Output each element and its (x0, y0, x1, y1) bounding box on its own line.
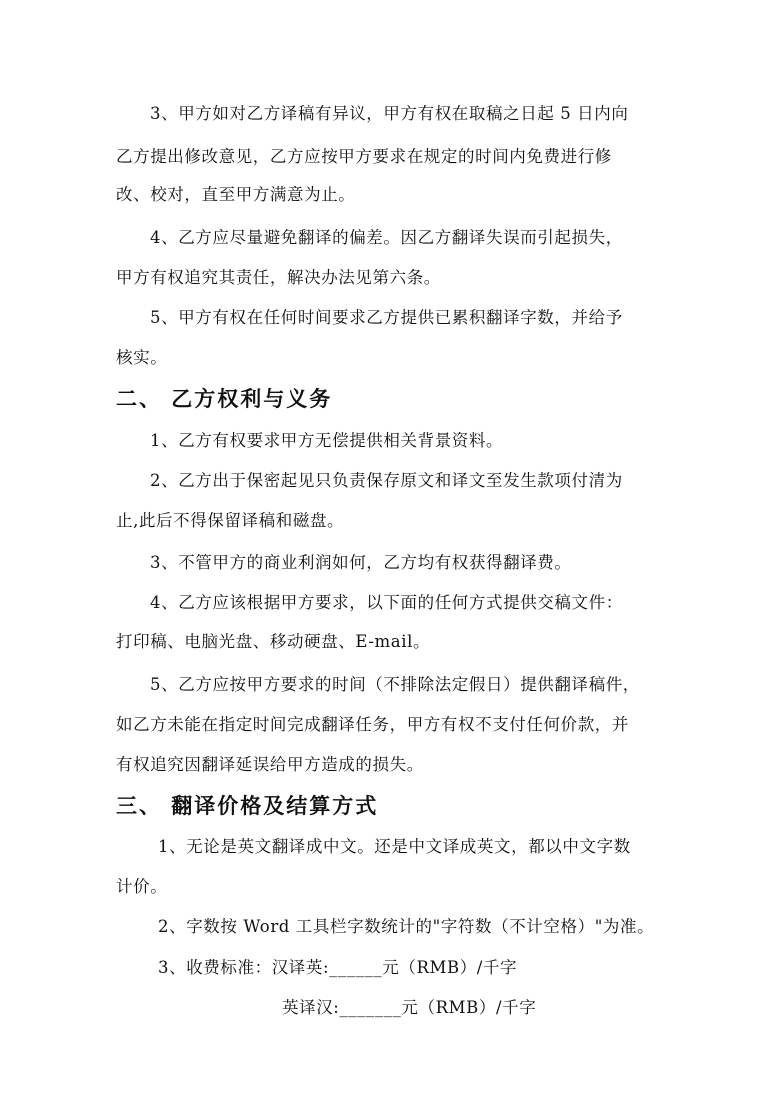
paragraph-2-5-line-3: 有权追究因翻译延误给甲方造成的损失。 (116, 755, 424, 774)
paragraph-2-3-line-1: 3、不管甲方的商业利润如何，乙方均有权获得翻译费。 (150, 553, 572, 572)
paragraph-1-3-line-2: 乙方提出修改意见，乙方应按甲方要求在规定的时间内免费进行修 (116, 147, 612, 166)
paragraph-1-3-line-1: 3、甲方如对乙方译稿有异议，甲方有权在取稿之日起 5 日内向 (150, 104, 629, 123)
section-two-heading: 二、 乙方权利与义务 (116, 387, 333, 411)
fee-standard-cn-en: 3、收费标准：汉译英:______元（RMB）/千字 (158, 958, 518, 977)
paragraph-2-5-line-2: 如乙方未能在指定时间完成翻译任务，甲方有权不支付任何价款，并 (116, 715, 629, 734)
paragraph-1-3-line-3: 改、校对，直至甲方满意为止。 (116, 185, 356, 204)
paragraph-2-5-line-1: 5、乙方应按甲方要求的时间（不排除法定假日）提供翻译稿件， (150, 675, 640, 694)
paragraph-3-1-line-1: 1、无论是英文翻译成中文。还是中文译成英文，都以中文字数 (158, 837, 631, 856)
paragraph-3-1-line-2: 计价。 (116, 877, 168, 896)
paragraph-2-2-line-2: 止,此后不得保留译稿和磁盘。 (116, 511, 345, 530)
paragraph-1-4-line-2: 甲方有权追究其责任，解决办法见第六条。 (116, 268, 441, 287)
section-three-heading: 三、 翻译价格及结算方式 (116, 794, 379, 818)
paragraph-3-2-line-1: 2、字数按 Word 工具栏字数统计的"字符数（不计空格）"为准。 (158, 917, 655, 936)
paragraph-1-5-line-1: 5、甲方有权在任何时间要求乙方提供已累积翻译字数，并给予 (150, 308, 623, 327)
paragraph-2-4-line-2: 打印稿、电脑光盘、移动硬盘、E-mail。 (116, 632, 431, 651)
fee-standard-en-cn: 英译汉:_______元（RMB）/千字 (282, 998, 537, 1017)
paragraph-2-2-line-1: 2、乙方出于保密起见只负责保存原文和译文至发生款项付清为 (150, 471, 623, 490)
paragraph-2-4-line-1: 4、乙方应该根据甲方要求，以下面的任何方式提供交稿文件： (150, 593, 623, 612)
paragraph-1-4-line-1: 4、乙方应尽量避免翻译的偏差。因乙方翻译失误而引起损失， (150, 228, 623, 247)
paragraph-1-5-line-2: 核实。 (116, 348, 168, 367)
paragraph-2-1-line-1: 1、乙方有权要求甲方无偿提供相关背景资料。 (150, 431, 504, 450)
